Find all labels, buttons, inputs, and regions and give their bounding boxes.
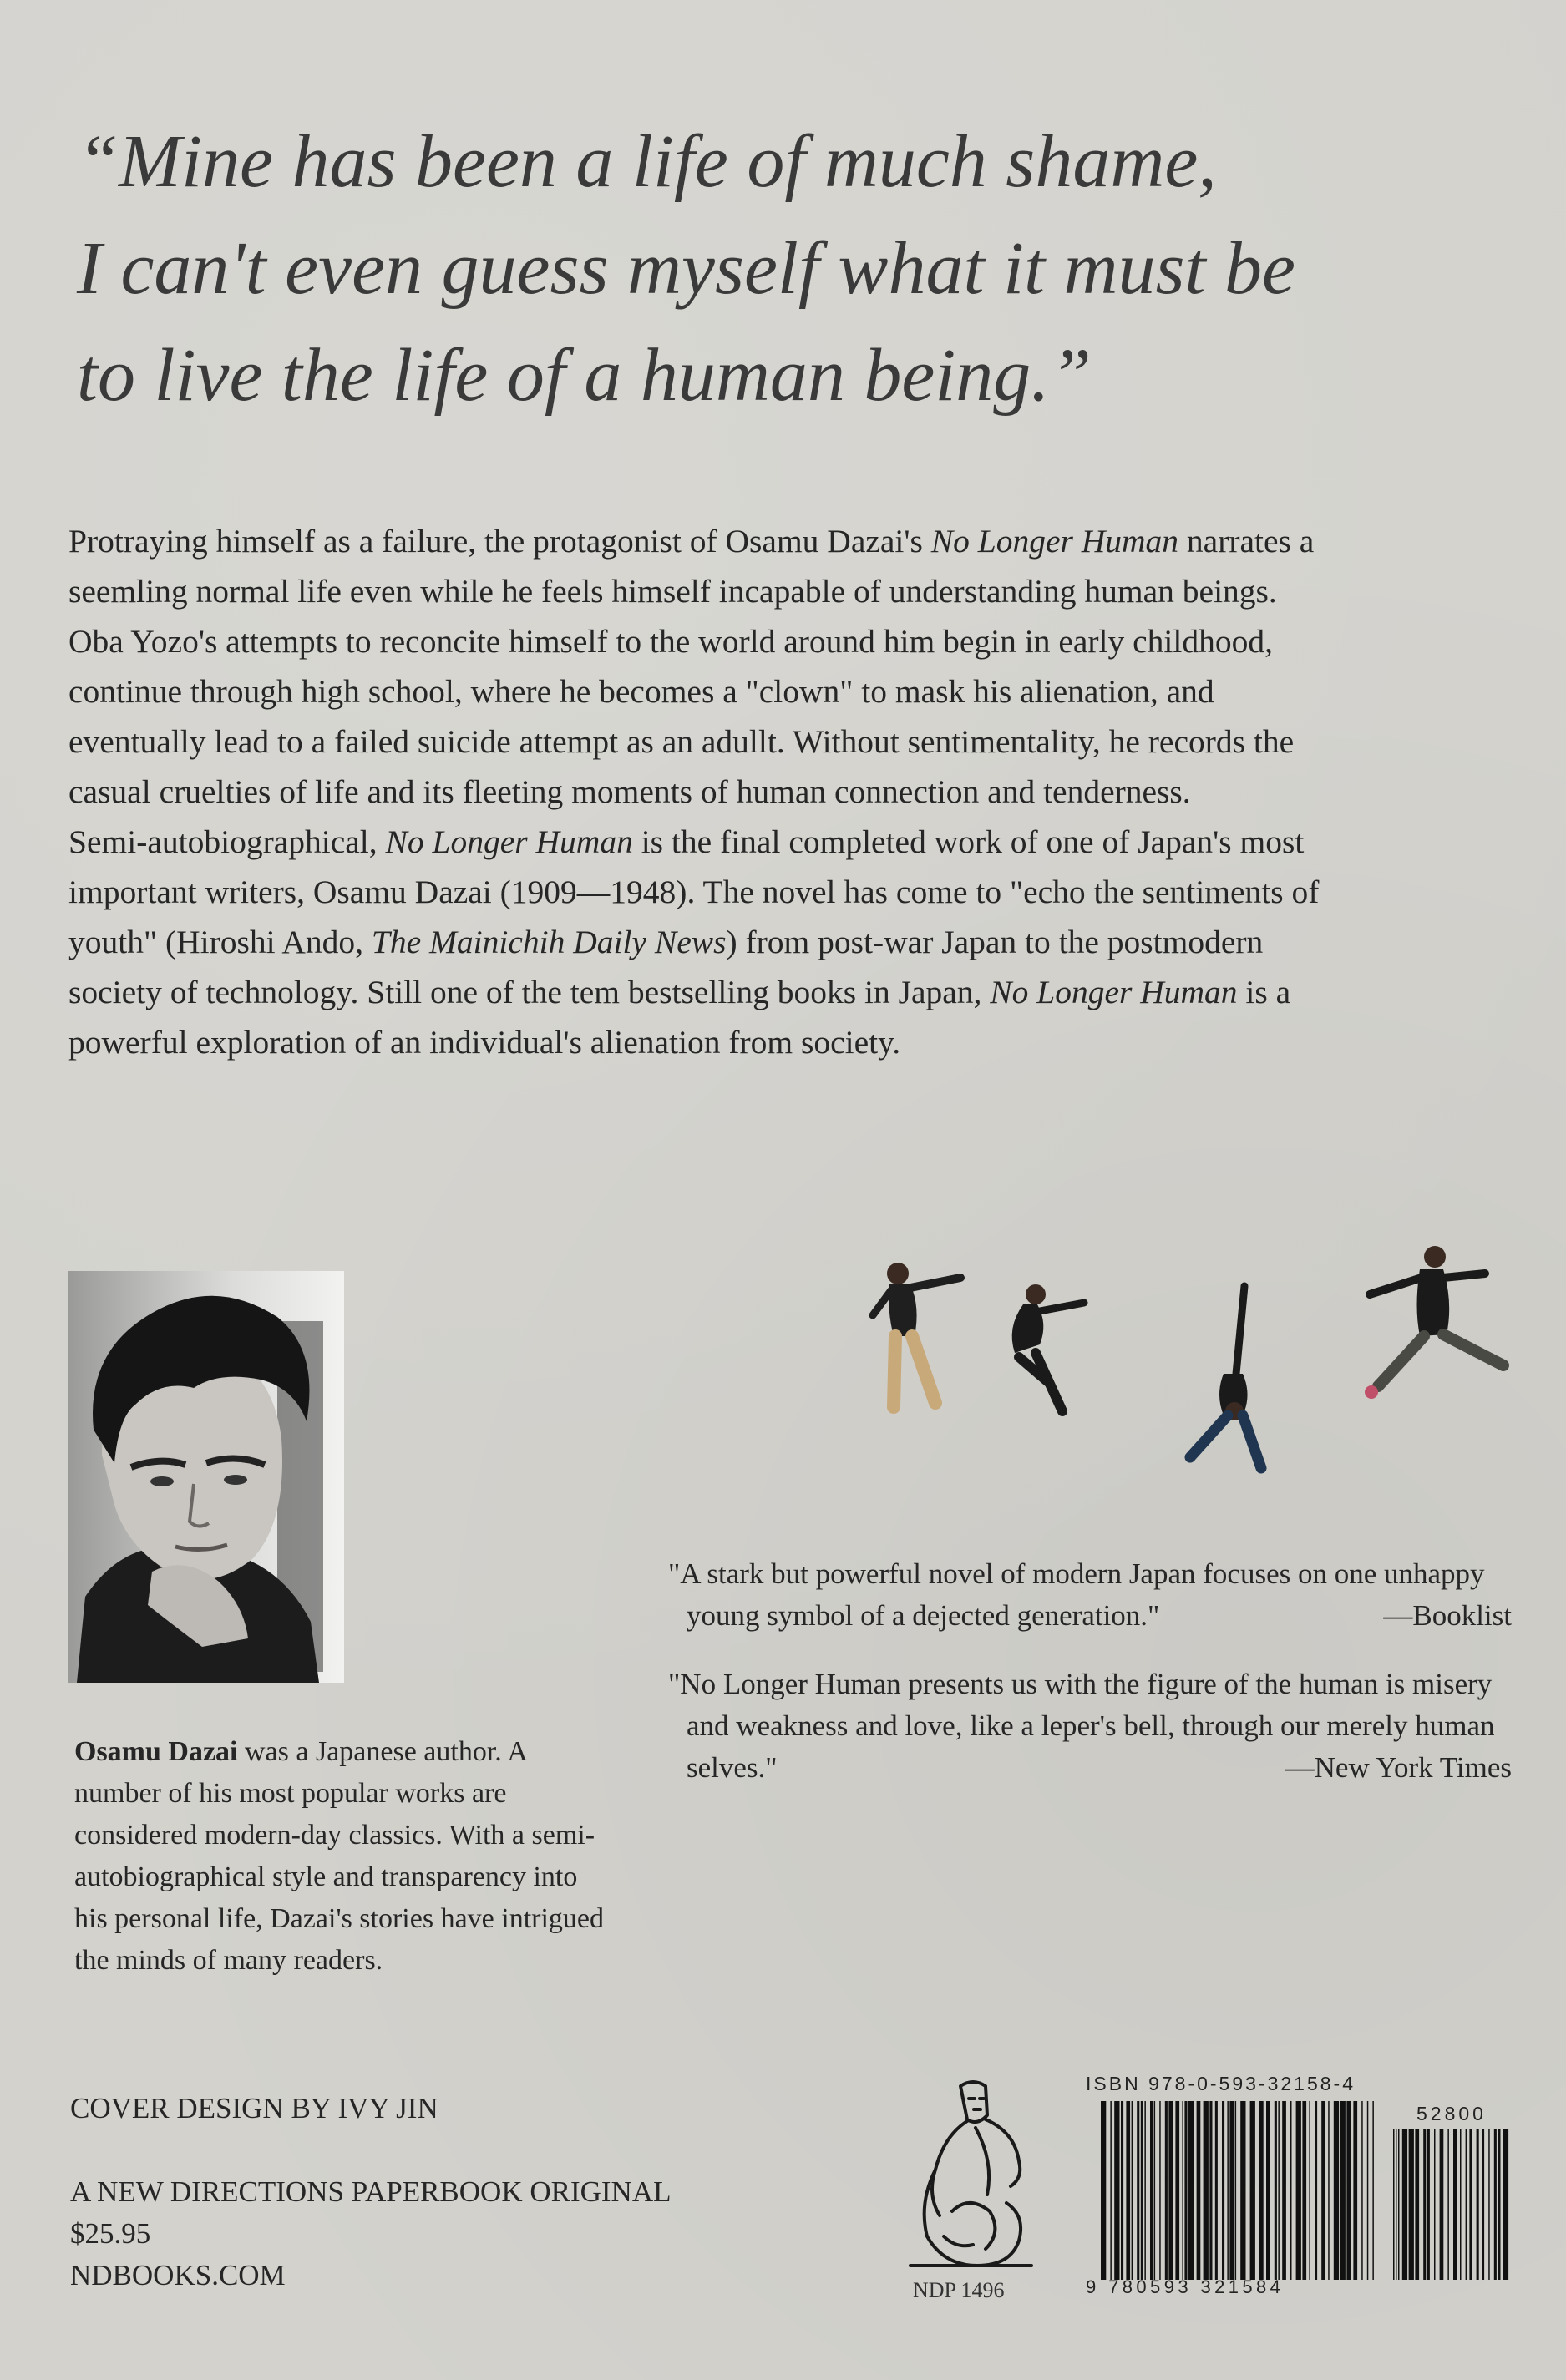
barcode-bar bbox=[1165, 2101, 1168, 2280]
barcode-bar bbox=[1278, 2101, 1280, 2280]
quote-line-1: “Mine has been a life of much shame, bbox=[77, 120, 1217, 203]
barcode-bar bbox=[1144, 2101, 1146, 2280]
desc-text: ) from post-war Japan to the postmodern society of technology. Still one of the tem bestselling books in Japan, bbox=[68, 924, 1264, 1010]
desc-text: narrates a seemling normal life even while he feels himself incapable of understanding human beings. Oba Yozo's attempts to reconcite himself to the world around him begin in early childhood, continue through high school, where he becomes a "clown" to mask his alienation, and eventually lead to a failed suicide attempt as an adullt. Without sentimentality, he records the casual cruelties of life and its fleeting moments of human connection and tenderness. bbox=[68, 523, 1315, 810]
barcode-bar bbox=[1290, 2101, 1292, 2280]
source-title-italic: The Mainichih Daily News bbox=[371, 924, 727, 960]
barcode-bar bbox=[1141, 2101, 1143, 2280]
barcode-bar bbox=[1353, 2101, 1357, 2280]
barcode-bar bbox=[1154, 2101, 1156, 2280]
barcode-bar bbox=[1137, 2101, 1139, 2280]
barcode-bar bbox=[1460, 2129, 1462, 2280]
barcode-bar bbox=[1159, 2101, 1161, 2280]
barcode-bar bbox=[1229, 2101, 1234, 2280]
praise-attribution: —Booklist bbox=[1383, 1599, 1512, 1632]
praise-attribution: —New York Times bbox=[1285, 1751, 1512, 1784]
barcode-bar bbox=[1340, 2101, 1346, 2280]
barcode-bar bbox=[1393, 2129, 1395, 2280]
desc-text: Semi-autobiographical, bbox=[68, 823, 386, 860]
praise-quote-booklist bbox=[668, 1553, 1512, 1637]
barcode-bar bbox=[1372, 2101, 1374, 2280]
figure-2 bbox=[1012, 1284, 1084, 1411]
desc-text: is the final completed work of one of Japan's most important writers, Osamu Dazai (1909—1948). The novel has come to "echo the sentiments of youth" (Hiroshi Ando, bbox=[68, 823, 1320, 960]
barcode-bar bbox=[1259, 2101, 1264, 2280]
barcode-bar bbox=[1402, 2129, 1407, 2280]
figure-1 bbox=[873, 1263, 960, 1407]
book-title-italic: No Longer Human bbox=[990, 974, 1238, 1010]
barcode-bar bbox=[1302, 2101, 1306, 2280]
barcode-bar bbox=[1477, 2129, 1479, 2280]
figure-3 bbox=[1190, 1286, 1261, 1468]
author-bio-text: was a Japanese author. A number of his most popular works are considered modern-day classics. With a semi-autobiographical style and transparency into his personal life, Dazai's stories have intrigued the minds of many readers. bbox=[74, 1736, 604, 1976]
barcode-bar bbox=[1396, 2129, 1397, 2280]
barcode-bar bbox=[1346, 2101, 1351, 2280]
barcode-bar bbox=[1110, 2101, 1112, 2280]
barcode-bar bbox=[1466, 2129, 1467, 2280]
barcode-bar bbox=[1215, 2101, 1218, 2280]
figure-4 bbox=[1365, 1246, 1503, 1399]
barcode-bar bbox=[1447, 2129, 1449, 2280]
barcode-bar bbox=[1182, 2101, 1183, 2280]
barcode-bar bbox=[1132, 2101, 1133, 2280]
praise-quote-nyt bbox=[668, 1663, 1512, 1789]
desc-text: Protraying himself as a failure, the protagonist of Osamu Dazai's bbox=[68, 523, 931, 560]
barcode-bar bbox=[1235, 2101, 1237, 2280]
barcode-bar bbox=[1409, 2129, 1414, 2280]
website: NDBOOKS.COM bbox=[70, 2259, 286, 2291]
barcode-bar bbox=[1315, 2101, 1317, 2280]
quote-line-3: to live the life of a human being.” bbox=[77, 334, 1092, 417]
barcode-bar bbox=[1434, 2129, 1436, 2280]
jumping-figures-illustration bbox=[844, 1236, 1537, 1512]
barcode-bar bbox=[1503, 2129, 1508, 2280]
barcode-bar bbox=[1275, 2101, 1277, 2280]
price: $25.95 bbox=[70, 2217, 151, 2250]
barcode-bar bbox=[1114, 2101, 1119, 2280]
barcode-bar bbox=[1367, 2101, 1369, 2280]
barcode-bar bbox=[1150, 2101, 1153, 2280]
barcode-bar bbox=[1488, 2129, 1490, 2280]
barcode-bar bbox=[1175, 2101, 1179, 2280]
praise-text: "No Longer Human presents us with the figure of the human is misery and weakness and love, like a leper's bell, through our merely human selves." bbox=[668, 1668, 1495, 1784]
barcode-bar bbox=[1398, 2129, 1400, 2280]
barcode-bar bbox=[1361, 2101, 1363, 2280]
barcode-bar bbox=[1222, 2101, 1224, 2280]
epigraph-quote bbox=[77, 109, 1455, 429]
author-bio bbox=[74, 1731, 609, 1982]
barcode-bar bbox=[1209, 2101, 1212, 2280]
barcode-bar bbox=[1188, 2101, 1194, 2280]
barcode-bar bbox=[1126, 2101, 1130, 2280]
desc-text: is a powerful exploration of an individual's alienation from society. bbox=[68, 974, 1291, 1061]
barcode-bar bbox=[1168, 2101, 1173, 2280]
isbn-label: ISBN 978-0-593-32158-4 bbox=[1086, 2073, 1356, 2094]
barcode-bar bbox=[1427, 2129, 1430, 2280]
book-title-italic: No Longer Human bbox=[385, 823, 633, 860]
barcode-bar bbox=[1334, 2101, 1339, 2280]
description-paragraph-1 bbox=[68, 516, 1321, 817]
book-title-italic: No Longer Human bbox=[930, 523, 1179, 560]
praise-text: "A stark but powerful novel of modern Japan focuses on one unhappy young symbol of a dejected generation." bbox=[668, 1557, 1485, 1632]
barcode-bar bbox=[1266, 2101, 1270, 2280]
barcode-bar bbox=[1282, 2101, 1286, 2280]
praise-quotes bbox=[668, 1553, 1512, 1815]
barcode-bar bbox=[1250, 2101, 1255, 2280]
barcode-bar bbox=[1101, 2101, 1106, 2280]
barcode-bar bbox=[1309, 2101, 1310, 2280]
price-code: 52800 bbox=[1416, 2103, 1487, 2124]
publisher-credits bbox=[70, 2088, 822, 2296]
cover-design-credit: COVER DESIGN BY IVY JIN bbox=[70, 2092, 438, 2124]
publisher-code: NDP 1496 bbox=[913, 2278, 1005, 2302]
author-name: Osamu Dazai bbox=[74, 1736, 238, 1767]
barcode-bar bbox=[1498, 2129, 1500, 2280]
price-barcode bbox=[1393, 2129, 1510, 2280]
barcode-bar bbox=[1321, 2101, 1325, 2280]
barcode-bar bbox=[1453, 2129, 1457, 2280]
barcode-bar bbox=[1227, 2101, 1229, 2280]
barcode-bar bbox=[1469, 2129, 1472, 2280]
author-photo bbox=[68, 1271, 344, 1683]
barcode-bar bbox=[1184, 2101, 1187, 2280]
barcode-bar bbox=[1423, 2129, 1426, 2280]
book-description bbox=[68, 516, 1321, 1067]
barcode-bar bbox=[1482, 2129, 1484, 2280]
isbn-barcode bbox=[1101, 2101, 1427, 2280]
publisher-logo bbox=[894, 2069, 1044, 2286]
barcode-bar bbox=[1197, 2101, 1201, 2280]
barcode-bar bbox=[1415, 2129, 1419, 2280]
description-paragraph-2 bbox=[68, 817, 1321, 1067]
barcode-bar bbox=[1494, 2129, 1497, 2280]
barcode-bar bbox=[1240, 2101, 1245, 2280]
quote-line-2: I can't even guess myself what it must be bbox=[77, 227, 1295, 310]
barcode-bar bbox=[1296, 2101, 1301, 2280]
barcode-bar bbox=[1121, 2101, 1123, 2280]
barcode-bar bbox=[1440, 2129, 1444, 2280]
barcode-bar bbox=[1328, 2101, 1330, 2280]
imprint-line: A NEW DIRECTIONS PAPERBOOK ORIGINAL bbox=[70, 2175, 672, 2208]
barcode-digits: 9 780593 321584 bbox=[1086, 2276, 1285, 2297]
barcode-bar bbox=[1204, 2101, 1209, 2280]
